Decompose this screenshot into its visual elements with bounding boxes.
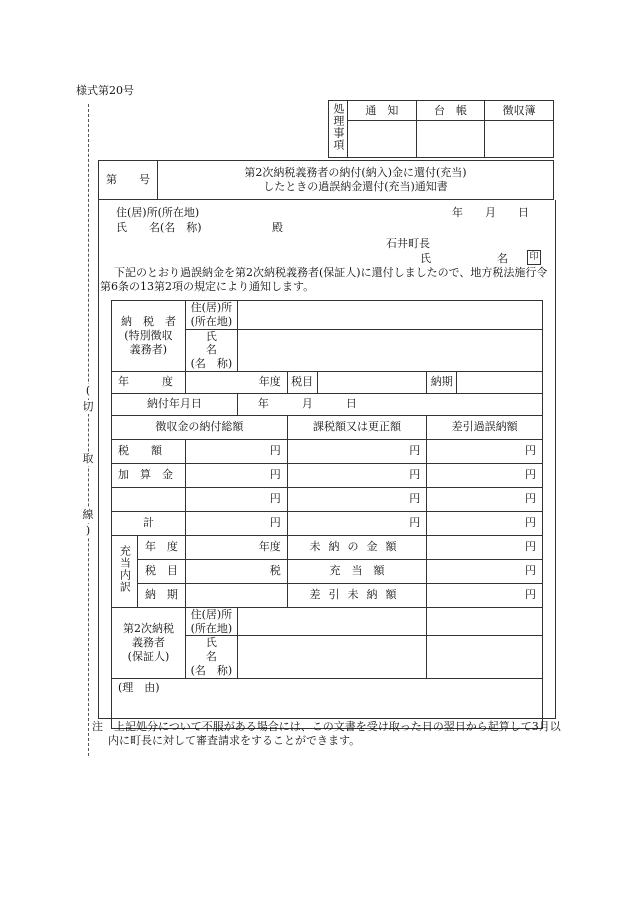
title-line-1: 第2次納税義務者の納付(納入)金に還付(充当) bbox=[244, 166, 467, 180]
collection-book-col: 徴収簿 bbox=[485, 101, 554, 121]
appropriation-label: 充当内訳 bbox=[112, 535, 138, 607]
cut-label-open: ( bbox=[80, 384, 96, 398]
appro-tax-unit: 税 bbox=[185, 559, 287, 583]
intro-text: 下記のとおり過誤納金を第2次納税義務者(保証人)に還付しましたので、地方税法施行令第6条の13第2項の規定により通知します。 bbox=[100, 266, 548, 293]
cut-label-sen: 線 bbox=[80, 508, 96, 522]
taxpayer-label: 納 税 者 (特別徴収 義務者) bbox=[112, 301, 186, 372]
cut-label-tori: 取 bbox=[80, 452, 96, 466]
seal-mark: 印 bbox=[527, 250, 541, 265]
cut-label-kiri: 切 bbox=[80, 400, 96, 414]
yen-unit: 円 bbox=[427, 463, 543, 487]
issue-date: 年 月 日 bbox=[452, 206, 529, 219]
second-taxpayer-address-field bbox=[237, 607, 426, 636]
appro-due-label: 納 期 bbox=[137, 583, 185, 607]
notice-col: 通 知 bbox=[348, 101, 417, 121]
cut-line bbox=[88, 104, 89, 756]
appro-year-label: 年 度 bbox=[137, 535, 185, 559]
processing-label: 処理事項 bbox=[329, 101, 348, 158]
second-taxpayer-label: 第2次納税 義務者 (保証人) bbox=[112, 607, 186, 678]
yen-unit: 円 bbox=[287, 487, 427, 511]
ledger-col: 台 帳 bbox=[416, 101, 485, 121]
details-table bbox=[111, 300, 543, 729]
honorific: 殿 bbox=[272, 221, 283, 234]
yen-unit: 円 bbox=[185, 439, 287, 463]
taxpayer-address-field bbox=[237, 301, 542, 330]
yen-unit: 円 bbox=[427, 583, 543, 607]
yen-unit: 円 bbox=[185, 511, 287, 535]
yen-unit: 円 bbox=[287, 463, 427, 487]
header-overpaid-amount: 差引過誤納額 bbox=[427, 415, 543, 439]
cut-label-close: ) bbox=[80, 524, 96, 538]
tax-item-label: 税目 bbox=[287, 371, 317, 393]
appro-tax-label: 税 目 bbox=[137, 559, 185, 583]
second-taxpayer-name-label: 氏 名 (名 称) bbox=[185, 636, 237, 678]
addressee-address-label: 住(居)所(所在地) bbox=[116, 206, 200, 219]
title-line-2: したときの過誤納金還付(充当)通知書 bbox=[263, 180, 448, 193]
yen-unit: 円 bbox=[427, 487, 543, 511]
second-taxpayer-address-extra bbox=[427, 607, 543, 636]
tax-item-field bbox=[317, 371, 427, 393]
title-box bbox=[98, 160, 554, 200]
yen-unit: 円 bbox=[427, 535, 543, 559]
issuer-title: 石井町長 bbox=[386, 237, 430, 250]
document-number: 第 号 bbox=[99, 161, 158, 200]
yen-unit: 円 bbox=[427, 439, 543, 463]
taxpayer-name-label: 氏 名 (名 称) bbox=[185, 329, 237, 371]
yen-unit: 円 bbox=[287, 439, 427, 463]
addressee-name-label: 氏 名(名 称) bbox=[116, 221, 202, 234]
row-tax-label: 税 額 bbox=[112, 439, 186, 463]
appropriated-amount-label: 充 当 額 bbox=[287, 559, 427, 583]
appro-due-unit bbox=[185, 583, 287, 607]
yen-unit: 円 bbox=[427, 511, 543, 535]
taxpayer-name-field bbox=[237, 329, 542, 371]
yen-unit: 円 bbox=[427, 559, 543, 583]
payment-date-label: 納付年月日 bbox=[112, 393, 238, 415]
due-label: 納期 bbox=[427, 371, 457, 393]
second-taxpayer-address-label: 住(居)所 (所在地) bbox=[185, 607, 237, 636]
second-taxpayer-name-field bbox=[237, 636, 426, 678]
year-label: 年 度 bbox=[112, 371, 186, 393]
taxpayer-address-label: 住(居)所 (所在地) bbox=[185, 301, 237, 330]
form-number: 様式第20号 bbox=[76, 84, 134, 97]
issuer-name-label: 氏 名 bbox=[420, 252, 508, 265]
row-total-label: 計 bbox=[112, 511, 186, 535]
due-field bbox=[457, 371, 543, 393]
yen-unit: 円 bbox=[185, 463, 287, 487]
appro-year-unit: 年度 bbox=[185, 535, 287, 559]
year-unit: 年度 bbox=[185, 371, 287, 393]
second-taxpayer-name-extra bbox=[427, 636, 543, 678]
reason-label: (理 由) bbox=[118, 680, 160, 694]
header-assessed-amount: 課税額又は更正額 bbox=[287, 415, 427, 439]
yen-unit: 円 bbox=[185, 487, 287, 511]
row-blank-label bbox=[112, 487, 186, 511]
remaining-unpaid-label: 差引未納額 bbox=[287, 583, 427, 607]
payment-date: 年 月 日 bbox=[237, 393, 542, 415]
header-total-payment: 徴収金の納付総額 bbox=[112, 415, 288, 439]
office-processing-box bbox=[328, 100, 554, 158]
appeal-note: 注 上記処分について不服がある場合には、この文書を受け取った日の翌日から起算して3月以内に町長に対して審査請求をすることができます。 bbox=[92, 720, 561, 747]
yen-unit: 円 bbox=[287, 511, 427, 535]
unpaid-amount-label: 未納の金額 bbox=[287, 535, 427, 559]
row-additional-label: 加 算 金 bbox=[112, 463, 186, 487]
